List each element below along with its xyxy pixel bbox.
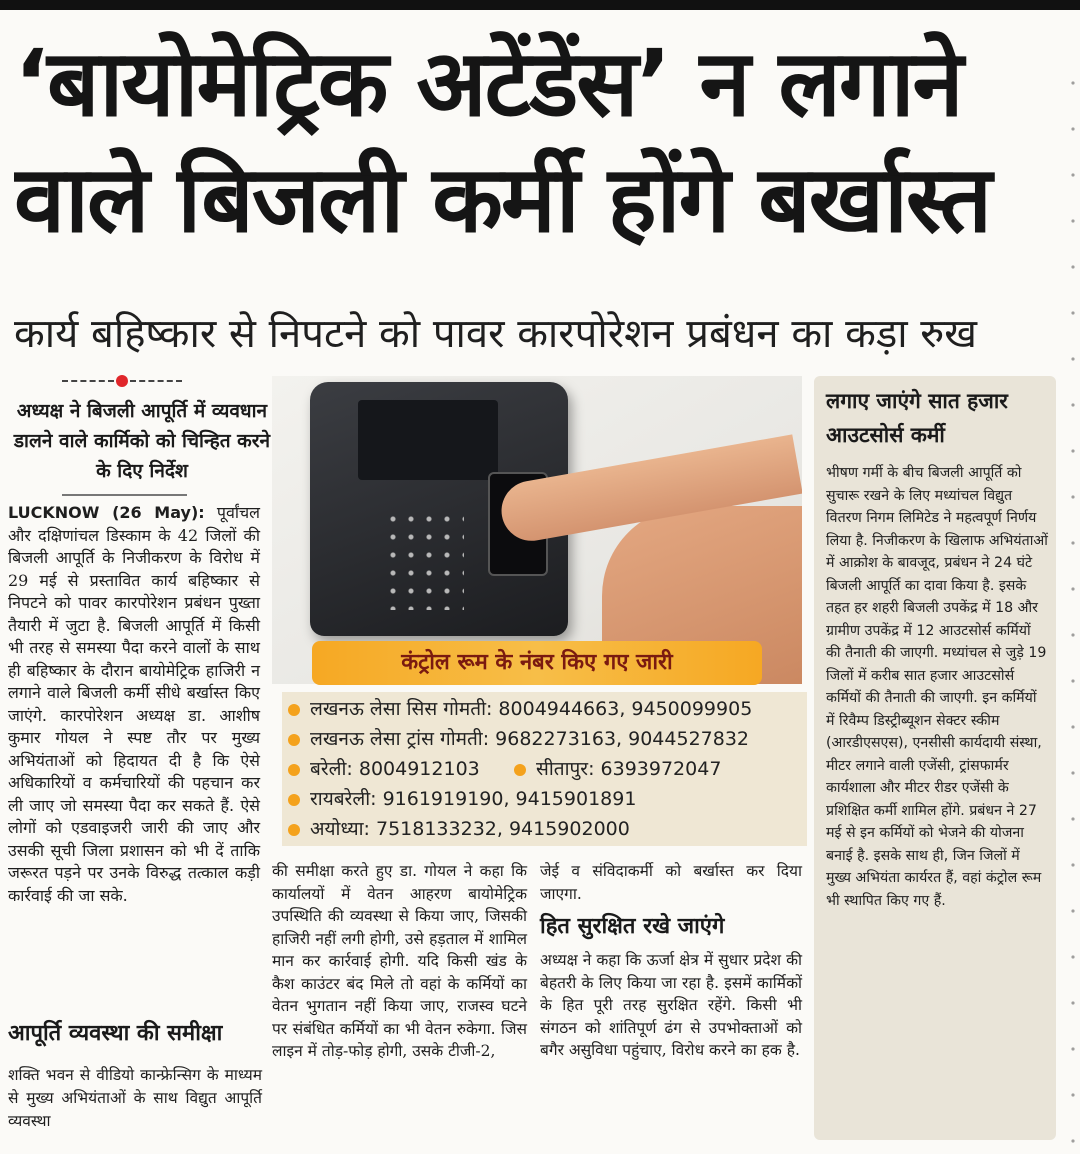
sidebar-title: लगाए जाएंगे सात हजार आउटसोर्स कर्मी [826, 389, 1008, 447]
list-item [282, 694, 807, 724]
contact-label-2: सीतापुर: 6393972047 [536, 758, 722, 780]
section-safe-text: अध्यक्ष ने कहा कि ऊर्जा क्षेत्र में सुधार प्रदेश की बेहतरी के लिए किया जा रहा है. इसमें कार्मिकों के हित पूरी तरह सुरक्षित रहेंगे. किसी भी संगठन को शांतिपूर्ण ढंग से उपभोक्ताओं को बगैर असुविधा पहुंचाए, विरोध करने का हक है. [540, 951, 802, 1059]
bullet-icon [514, 764, 526, 776]
kicker-rule [62, 494, 187, 496]
bullet-icon [288, 764, 300, 776]
subheadline: कार्य बहिष्कार से निपटने को पावर कारपोरेशन प्रबंधन का कड़ा रुख [14, 311, 977, 357]
section-heading-safe: हित सुरक्षित रखे जाएंगे [540, 914, 725, 939]
divider-red-dot [116, 375, 128, 387]
bullet-icon [288, 734, 300, 746]
kicker-text: अध्यक्ष ने बिजली आपूर्ति में व्यवधान डालने वाले कार्मिको को चिन्हित करने के दिए निर्देश [13, 400, 271, 482]
bullet-icon [288, 794, 300, 806]
column-3-text-a: जेई व संविदाकर्मी को बर्खास्त कर दिया जाएगा. [540, 862, 802, 903]
contact-label: अयोध्या: 7518133232, 9415902000 [310, 818, 630, 840]
column-1-text: पूर्वांचल और दक्षिणांचल डिस्काम के 42 जिलों की बिजली आपूर्ति के निजीकरण के विरोध में 29 मई से प्रस्तावित कार्य बहिष्कार से निपटने को पावर कारपोरेशन प्रबंधन पुख्ता तैयारी में जुटा है. बिजली आपूर्ति में किसी भी तरह से समस्या पैदा करने वालों के साथ ही बहिष्कार के दौरान बायोमेट्रिक हाजिरी न लगाने वाले बिजली कर्मी सीधे बर्खास्त किए जाएंगे. कारपोरेशन अध्यक्ष डा. आशीष कुमार गोयल ने स्पष्ट तौर पर मुख्य अभियंताओं को हिदायत दी है कि ऐसे अधिकारियों व कर्मचारियों की पहचान कर ली जाए जो समस्या पैदा कर सकते हैं. ऐसे लोगों को एडवाइजरी जारी की जाए और उसकी सूची जिला प्रशासन को भी दें ताकि जरूरत पड़ने पर उनके विरुद्ध तत्काल कड़ी कार्रवाई की जा सके. [8, 503, 260, 905]
sidebar-box [814, 376, 1056, 1140]
biometric-photo [272, 376, 802, 684]
top-border [0, 0, 1080, 10]
list-item [282, 724, 807, 754]
article-column-2: की समीक्षा करते हुए डा. गोयल ने कहा कि कार्यालयों में वेतन आहरण बायोमेट्रिक उपस्थिति की व्यवस्था से किया जाए, जिसकी हाजिरी नहीं लगी होगी, उसे हड़ताल में शामिल मान कर कार्रवाई होगी. यदि किसी खंड के कैश काउंटर बंद मिले तो वहां के कर्मियों का वेतन भुगतान नहीं किया जाए, राजस्व घटने पर संबंधित कर्मियों का भी वेतन रुकेगा. जिस लाइन में तोड़-फोड़ होगी, उसके टीजी-2, [272, 862, 527, 1060]
list-item [282, 754, 807, 784]
sidebar-body: भीषण गर्मी के बीच बिजली आपूर्ति को सुचारू रखने के लिए मध्यांचल विद्युत वितरण निगम लिमिटेड ने महत्वपूर्ण निर्णय लिया है. निजीकरण के खिलाफ अभियंताओं में आक्रोश के बावजूद, प्रबंधन ने 24 घंटे बिजली आपूर्ति का दावा किया है. इसके तहत हर शहरी बिजली उपकेंद्र में 18 और ग्रामीण उपकेंद्र में 12 आउटसोर्स कर्मियों की तैनाती की जाएगी. मध्यांचल से जुड़े 19 जिलों में करीब सात हजार आउटसोर्स कर्मियों की तैनाती की जाएगी. इन कर्मियों में रिवैम्प डिस्ट्रीब्यूशन सेक्टर स्कीम (आरडीएसएस), एनसीसी कार्यदायी संस्था, मीटर लगाने वाली एजेंसी, ट्रांसफार्मर कार्यशाला और मीटर रीडर एजेंसी के प्रशिक्षित कर्मी शामिल होंगे. प्रबंधन ने 27 मई से इन कर्मियों को भेजने की योजना बनाई है. इसके साथ ही, जिन जिलों में मुख्य अभियंता कार्यरत हैं, वहां कंट्रोल रूम भी स्थापित किए गए हैं. [826, 465, 1048, 909]
control-room-banner: कंट्रोल रूम के नंबर किए गए जारी [312, 641, 762, 685]
section-heading-review: आपूर्ति व्यवस्था की समीक्षा [8, 1021, 223, 1046]
contact-label: लखनऊ लेसा सिस गोमती: 8004944663, 9450099905 [310, 698, 753, 720]
list-item [282, 814, 807, 844]
bullet-icon [288, 824, 300, 836]
control-room-list [282, 692, 807, 846]
contact-label: लखनऊ लेसा ट्रांस गोमती: 9682273163, 9044527832 [310, 728, 750, 750]
divider-dash-left [62, 380, 114, 382]
list-item [282, 784, 807, 814]
contact-label: बरेली: 8004912103 [310, 758, 480, 780]
headline-line-1: ‘बायोमेट्रिक अटेंडेंस’ न लगाने [14, 30, 962, 137]
adjacent-page-edge [1066, 60, 1080, 1150]
contact-label: रायबरेली: 9161919190, 9415901891 [310, 788, 637, 810]
article-column-3 [540, 860, 802, 1062]
headline-line-2: वाले बिजली कर्मी होंगे बर्खास्त [14, 146, 991, 253]
dateline: LUCKNOW (26 May): [8, 503, 205, 522]
bullet-icon [288, 704, 300, 716]
device-keypad [384, 510, 464, 610]
device-screen [358, 400, 498, 480]
article-column-1 [8, 502, 260, 907]
kicker-divider [62, 375, 182, 387]
divider-dash-right [130, 380, 182, 382]
headline [14, 26, 1064, 258]
section-review-text: शक्ति भवन से वीडियो कान्फ्रेन्सिग के माध्यम से मुख्य अभियंताओं के साथ विद्युत आपूर्ति व्यवस्था [8, 1066, 262, 1130]
